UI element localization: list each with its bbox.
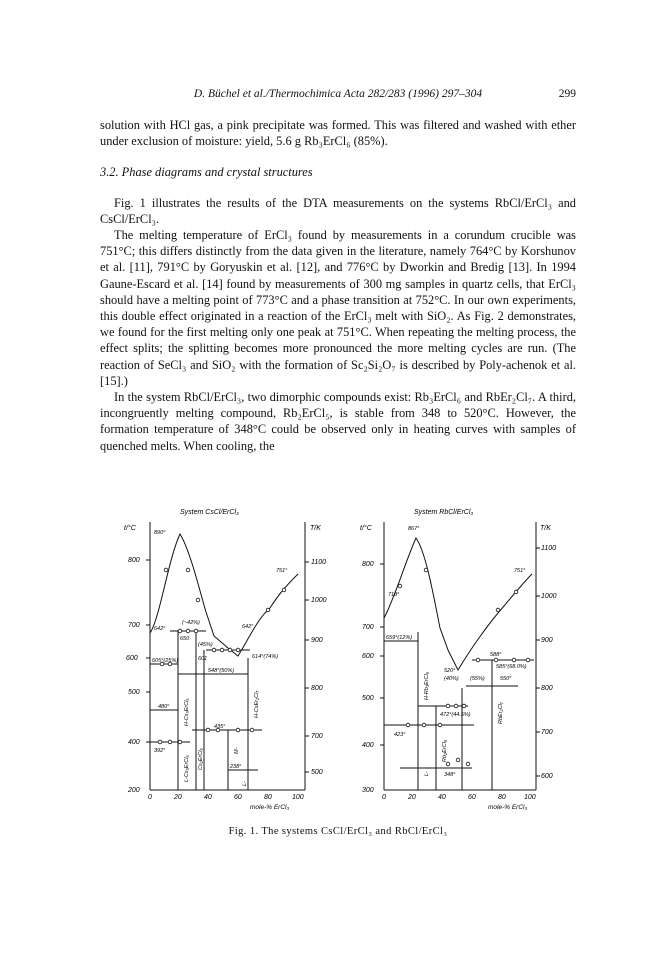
annotation: 751° [514,568,526,574]
tick-label: 400 [128,739,140,746]
phase-label: M- [234,747,240,754]
tick-label: 60 [234,794,242,801]
tick-label: 700 [362,624,374,631]
tick-label: 800 [541,685,553,692]
annotation: (~42%) [182,620,200,626]
phase-label: Rb₂ErCl₅ [442,739,448,762]
annotation: (40%) [444,676,459,682]
tick-label: 20 [174,794,182,801]
annotation: 348° [444,772,456,778]
annotation: 548°(50%) [208,668,235,674]
tick-label: 600 [541,773,553,780]
right-y-label: t/°C [360,525,372,532]
running-title: D. Büchel et al./Thermochimica Acta 282/283 (1996) 297–304 [193,88,483,100]
left-x-ticks [148,794,304,801]
right-y-ticks [362,561,374,794]
annotation: 480° [158,704,170,710]
tick-label: 20 [408,794,416,801]
tick-label: 1100 [311,559,327,566]
left-title: System CsCl/ErCl₃ [180,509,239,516]
annotation: 718° [388,592,400,598]
left-y-label: t/°C [124,525,136,532]
left-liquidus [150,534,298,656]
annotation: 601 [198,656,208,662]
tick-label: 800 [311,685,323,692]
annotation: 472°(44.5%) [440,712,471,718]
left-y-ticks [126,557,140,794]
annotation: 614°(74%) [252,654,279,660]
phase-label: L-Cs₃ErCl₆ [184,755,190,782]
left-y2-label: T/K [310,525,321,532]
annotation: 392° [154,748,166,754]
tick-label: 600 [362,653,374,660]
paragraph: The melting temperature of ErCl₃ found by measurements in a corundum crucible was 751°C; this differs distinctly from the data given in the literature, namely 764°C by Korshunov et al. [11], 791°C by Goryuskin et al. [12], and 776°C by Dworkin and Bredig [13]. In 1994 Gaune-Escard et al. [14] found by measurements of 300 mg samples in quartz cells, that ErCl₃ should have a melting point of 773°C and a phase transition at 752°C. In our own experiments, this double effect originated in a reaction of the ErCl₃ melt with SiO₂. As Fig. 2 demonstrates, we found for the first melting only one peak at 751°C. When repeating the melting process, the effect splits; the splitting becomes more pronounced the more melting cycles are run. (The reaction of SeCl₃ and SiO₂ with the formation of Sc₂Si₂O₇ is described by Poly-achenok et al. [15].) [100,228,576,388]
paragraph: In the system RbCl/ErCl₃, two dimorphic compounds exist: Rb₃ErCl₆ and RbEr₂Cl₇. A third, incongruently melting compound, Rb₂ErCl₅, is stable from 348 to 520°C. However, the formation temperature of 348°C could be observed only in heating curves with samples of quenched melts. When cooling, the [100,390,576,453]
annotation: 642° [242,624,254,630]
phase-label: H-Cs₃ErCl₆ [184,698,190,726]
tick-label: 700 [541,729,553,736]
annotation: 435° [214,724,226,730]
annotation: 520° [444,668,456,674]
tick-label: 200 [128,787,140,794]
annotation: 867° [408,526,420,532]
annotation: 588° [490,652,502,658]
phase-diagram-figure [118,500,558,820]
figure-caption: Fig. 1. The systems CsCl/ErCl₃ and RbCl/ErCl₃ [228,826,448,837]
phase-label: H-CsEr₂Cl₇ [254,690,260,718]
tick-label: 800 [362,561,374,568]
tick-label: 0 [382,794,386,801]
paragraph: solution with HCl gas, a pink precipitate was formed. This was filtered and washed with ether under exclusion of moisture: yield, 5.6 g Rb₃ErCl₆ (85%). [100,118,576,149]
right-liquidus [384,538,532,670]
paragraph: Fig. 1 illustrates the results of the DTA measurements on the systems RbCl/ErCl₃ and CsCl/ErCl₃. [100,195,576,226]
annotation: 585°(68.0%) [496,664,527,670]
tick-label: 1000 [311,597,327,604]
annotation: 642° [154,626,166,632]
tick-label: 80 [498,794,506,801]
annotation: 650 [180,636,190,642]
tick-label: 900 [541,637,553,644]
tick-label: 600 [126,655,138,662]
left-y2-ticks [311,559,327,776]
annotation: 890° [154,530,166,536]
annotation: 659°(12%) [386,635,413,641]
tick-label: 60 [468,794,476,801]
tick-label: 500 [362,695,374,702]
phase-label: Cs₂ErCl₅ [198,748,204,770]
right-annotations [386,526,527,778]
phase-label: L- [242,781,248,786]
right-y2-label: T/K [540,525,551,532]
annotation: 550° [500,676,512,682]
right-y2-ticks [541,545,557,780]
tick-label: 40 [438,794,446,801]
phase-label: L- [424,771,430,776]
annotation: 423° [394,732,406,738]
right-title: System RbCl/ErCl₃ [414,509,474,516]
annotation: 238° [230,764,242,770]
right-x-ticks [382,794,536,801]
phase-label: H-Rb₃ErCl₆ [424,672,430,700]
annotation: 605°(25%) [152,658,179,664]
running-header [100,88,576,104]
tick-label: 800 [128,557,140,564]
right-x-label: mole-% ErCl₃ [488,804,528,811]
tick-label: 100 [292,794,304,801]
tick-label: 1000 [541,593,557,600]
tick-label: 400 [362,742,374,749]
phase-label: RbEr₂Cl₇ [498,702,504,724]
tick-label: 0 [148,794,152,801]
section-heading: 3.2. Phase diagrams and crystal structures [100,165,313,180]
left-x-label: mole-% ErCl₃ [250,804,290,811]
tick-label: 900 [311,637,323,644]
tick-label: 700 [311,733,323,740]
tick-label: 500 [128,689,140,696]
tick-label: 80 [264,794,272,801]
article-body [100,117,576,454]
left-phase-labels [184,690,260,786]
tick-label: 100 [524,794,536,801]
phase-diagrams-svg [118,500,558,820]
tick-label: 500 [311,769,323,776]
tick-label: 300 [362,787,374,794]
annotation: (45%) [198,642,213,648]
page-number: 299 [558,88,576,100]
tick-label: 1100 [541,545,557,552]
tick-label: 40 [204,794,212,801]
annotation: 751° [276,568,288,574]
annotation: (55%) [470,676,485,682]
tick-label: 700 [128,622,140,629]
